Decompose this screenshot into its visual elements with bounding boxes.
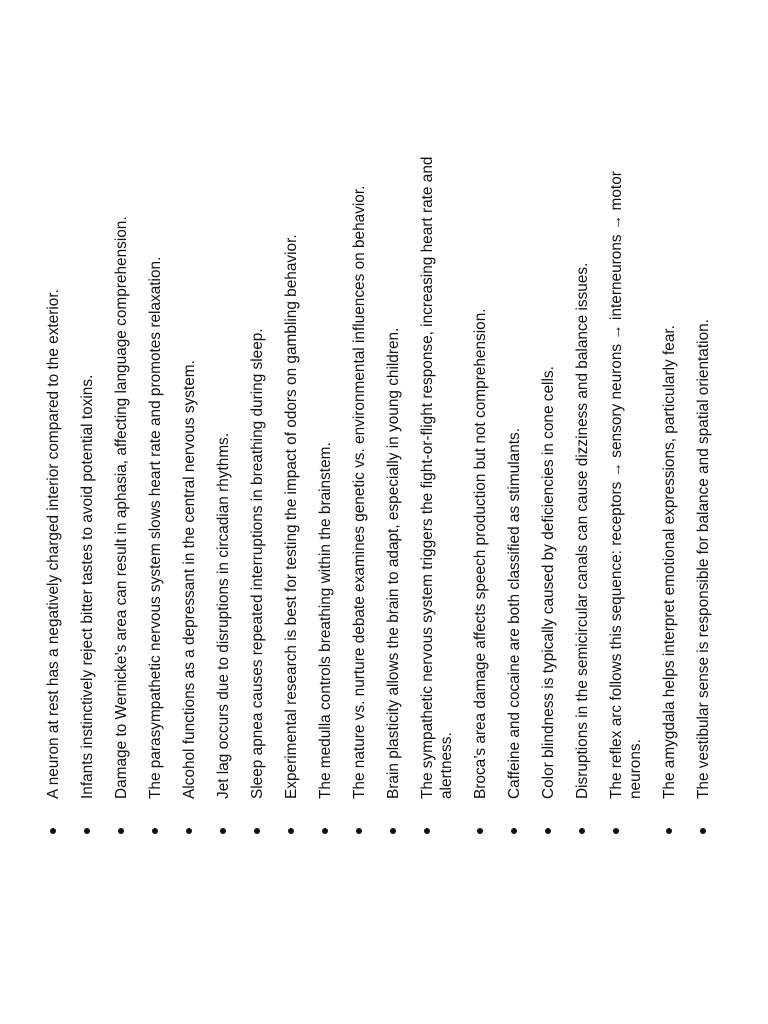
bullet-text: The amygdala helps interpret emotional expressions, particularly fear.: [661, 325, 678, 799]
list-item: [384, 142, 403, 834]
bullet-text: The medulla controls breathing within the brainstem.: [317, 442, 334, 799]
bullet-text: Jet lag occurs due to disruptions in circadian rhythms.: [215, 432, 232, 799]
bullet-icon: [50, 828, 56, 834]
bullet-text: Disruptions in the semicircular canals can cause dizziness and balance issues.: [574, 262, 591, 799]
bullet-list: [44, 142, 728, 834]
bullet-icon: [288, 828, 294, 834]
bullet-text: Brain plasticity allows the brain to adapt, especially in young children.: [385, 327, 402, 799]
list-item: [112, 142, 131, 834]
bullet-icon: [545, 828, 551, 834]
bullet-icon: [220, 828, 226, 834]
bullet-text: Alcohol functions as a depressant in the central nervous system.: [181, 360, 198, 799]
list-item: [248, 142, 267, 834]
bullet-text: The sympathetic nervous system triggers the fight-or-flight response, increasing heart rate and alertness.: [419, 156, 455, 799]
bullet-icon: [700, 828, 706, 834]
list-item: [180, 142, 199, 834]
bullet-text: Broca’s area damage affects speech production but not comprehension.: [472, 308, 489, 799]
bullet-icon: [84, 828, 90, 834]
list-item: [214, 142, 233, 834]
list-item: [573, 142, 592, 834]
bullet-icon: [579, 828, 585, 834]
list-item: [44, 142, 63, 834]
bullet-icon: [322, 828, 328, 834]
bullet-icon: [666, 828, 672, 834]
list-item: [78, 142, 97, 834]
bullet-text: Experimental research is best for testing the impact of odors on gambling behavior.: [283, 234, 300, 799]
bullet-text: The reflex arc follows this sequence: receptors → sensory neurons → interneurons → motor neurons.: [608, 171, 644, 799]
bullet-icon: [390, 828, 396, 834]
list-item: [282, 142, 301, 834]
list-item: [607, 142, 645, 834]
bullet-icon: [424, 828, 430, 834]
list-item: [660, 142, 679, 834]
list-item: [471, 142, 490, 834]
bullet-text: Sleep apnea causes repeated interruptions in breathing during sleep.: [249, 328, 266, 799]
list-item: [418, 142, 456, 834]
bullet-text: Color blindness is typically caused by deficiencies in cone cells.: [540, 366, 557, 799]
bullet-icon: [477, 828, 483, 834]
list-item: [539, 142, 558, 834]
bullet-text: Caffeine and cocaine are both classified as stimulants.: [506, 427, 523, 799]
bullet-text: A neuron at rest has a negatively charged interior compared to the exterior.: [45, 289, 62, 799]
bullet-icon: [511, 828, 517, 834]
bullet-icon: [356, 828, 362, 834]
bullet-icon: [254, 828, 260, 834]
bullet-text: Damage to Wernicke’s area can result in aphasia, affecting language comprehension.: [113, 216, 130, 799]
bullet-text: The nature vs. nurture debate examines genetic vs. environmental influences on behavior.: [351, 185, 368, 799]
bullet-text: Infants instinctively reject bitter tastes to avoid potential toxins.: [79, 374, 96, 799]
list-item: [316, 142, 335, 834]
bullet-icon: [118, 828, 124, 834]
bullet-icon: [613, 828, 619, 834]
list-item: [350, 142, 369, 834]
bullet-text: The vestibular sense is responsible for balance and spatial orientation.: [695, 319, 712, 799]
list-item: [505, 142, 524, 834]
bullet-text: The parasympathetic nervous system slows heart rate and promotes relaxation.: [147, 256, 164, 799]
bullet-icon: [186, 828, 192, 834]
list-item: [146, 142, 165, 834]
list-item: [694, 142, 713, 834]
bullet-icon: [152, 828, 158, 834]
